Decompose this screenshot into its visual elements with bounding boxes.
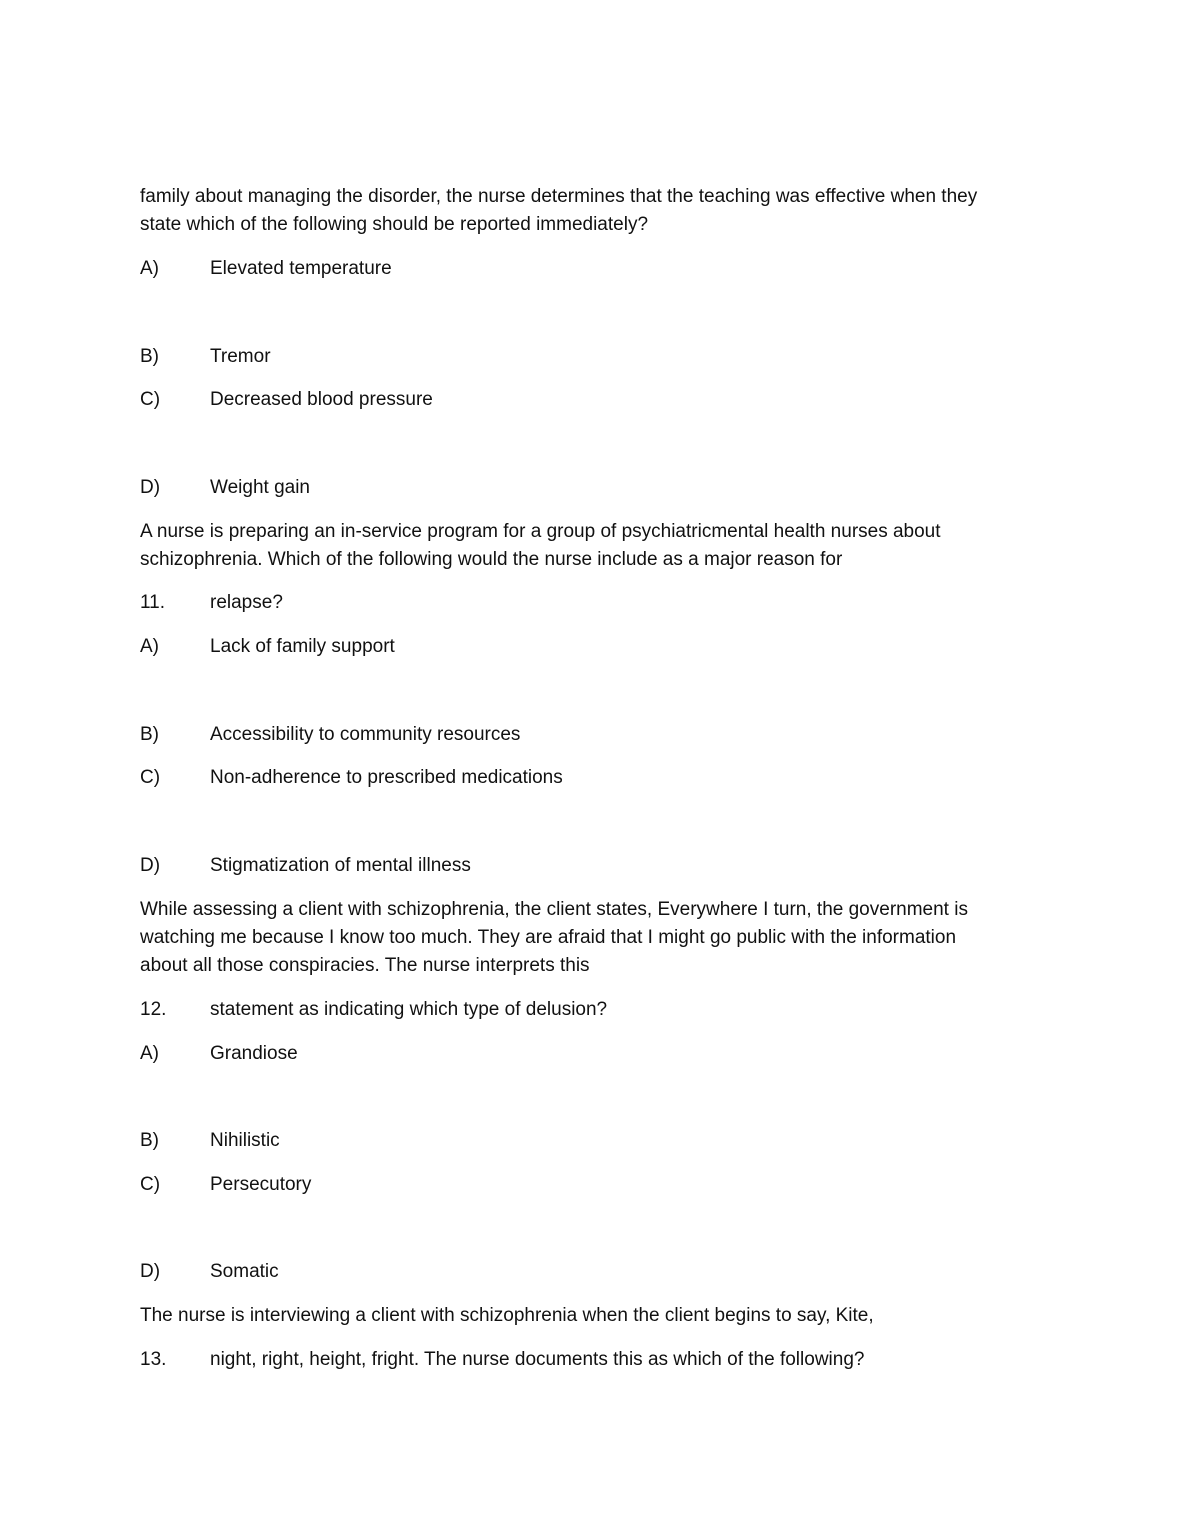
option-text: Nihilistic bbox=[210, 1130, 280, 1151]
option-text: Tremor bbox=[210, 346, 271, 367]
option-label: D) bbox=[140, 855, 161, 876]
option-label: D) bbox=[140, 1261, 161, 1282]
question-10-stem bbox=[140, 183, 1030, 239]
option-label: C) bbox=[140, 389, 161, 410]
option-label: C) bbox=[140, 767, 161, 788]
question-12-stem bbox=[140, 896, 1030, 980]
question-text: relapse? bbox=[210, 592, 283, 613]
question-number: 12. bbox=[140, 999, 167, 1020]
paragraph-line: The nurse is interviewing a client with schizophrenia when the client begins to say, Kite, bbox=[140, 1305, 874, 1326]
option-text: Somatic bbox=[210, 1261, 279, 1282]
option-text: Decreased blood pressure bbox=[210, 389, 433, 410]
paragraph-line: A nurse is preparing an in-service program for a group of psychiatricmental health nurses about bbox=[140, 521, 941, 542]
option-text: Weight gain bbox=[210, 477, 310, 498]
paragraph-line: schizophrenia. Which of the following would the nurse include as a major reason for bbox=[140, 549, 843, 570]
option-label: D) bbox=[140, 477, 161, 498]
option-label: A) bbox=[140, 258, 159, 279]
option-label: A) bbox=[140, 636, 159, 657]
option-text: Accessibility to community resources bbox=[210, 724, 521, 745]
question-number: 13. bbox=[140, 1349, 167, 1370]
question-text: night, right, height, fright. The nurse documents this as which of the following? bbox=[210, 1349, 865, 1370]
option-label: B) bbox=[140, 1130, 159, 1151]
paragraph-line: state which of the following should be reported immediately? bbox=[140, 214, 649, 235]
option-text: Persecutory bbox=[210, 1174, 312, 1195]
paragraph-line: family about managing the disorder, the nurse determines that the teaching was effective when they bbox=[140, 186, 978, 207]
question-number: 11. bbox=[140, 592, 166, 613]
option-text: Elevated temperature bbox=[210, 258, 392, 279]
paragraph-line: While assessing a client with schizophrenia, the client states, Everywhere I turn, the government is bbox=[140, 899, 968, 920]
question-11-stem bbox=[140, 518, 1030, 574]
option-label: B) bbox=[140, 724, 159, 745]
option-text: Grandiose bbox=[210, 1043, 298, 1064]
question-13-stem bbox=[140, 1302, 1030, 1330]
option-text: Lack of family support bbox=[210, 636, 395, 657]
paragraph-line: watching me because I know too much. They are afraid that I might go public with the information bbox=[140, 927, 957, 948]
option-label: A) bbox=[140, 1043, 159, 1064]
option-text: Non-adherence to prescribed medications bbox=[210, 767, 563, 788]
option-label: C) bbox=[140, 1174, 161, 1195]
option-label: B) bbox=[140, 346, 159, 367]
paragraph-line: about all those conspiracies. The nurse interprets this bbox=[140, 955, 590, 976]
question-text: statement as indicating which type of delusion? bbox=[210, 999, 608, 1020]
option-text: Stigmatization of mental illness bbox=[210, 855, 471, 876]
